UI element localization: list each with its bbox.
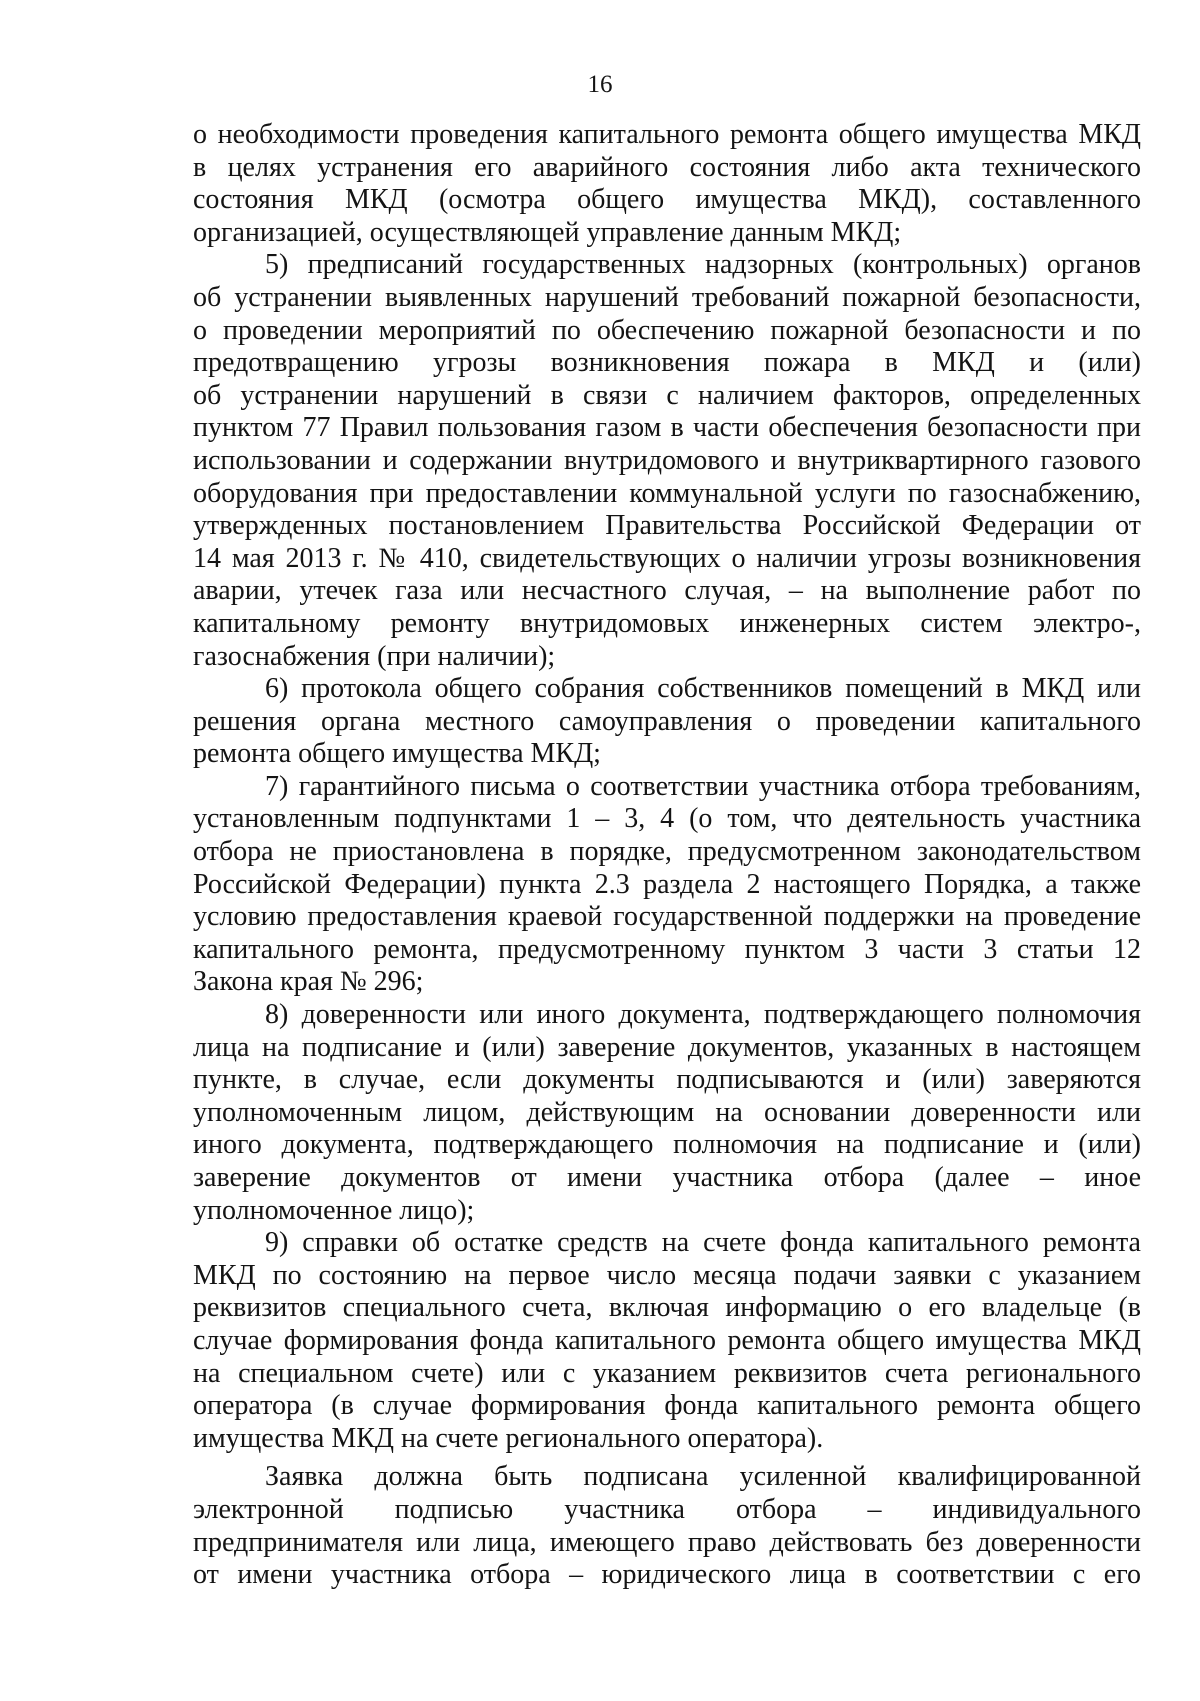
text-line: об устранении нарушений в связи с наличием факторов, определенных	[193, 379, 1141, 411]
text-line: предпринимателя или лица, имеющего право действовать без доверенности	[193, 1526, 1141, 1558]
text-line: 9) справки об остатке средств на счете фонда капитального ремонта	[265, 1227, 1141, 1259]
text-line: 14 мая 2013 г. № 410, свидетельствующих о наличии угрозы возникновения	[193, 542, 1141, 574]
text-line: Закона края № 296;	[193, 966, 424, 998]
text-line: в целях устранения его аварийного состояния либо акта технического	[193, 151, 1141, 183]
paragraph-item-5	[193, 249, 1141, 673]
paragraph-item-9	[193, 1227, 1141, 1455]
paragraph-signature-requirement	[193, 1461, 1141, 1591]
text-line: отбора не приостановлена в порядке, предусмотренном законодательством	[193, 836, 1141, 868]
text-line: установленным подпунктами 1 – 3, 4 (о том, что деятельность участника	[193, 803, 1141, 835]
text-line: на специальном счете) или с указанием реквизитов счета регионального	[193, 1357, 1141, 1389]
text-line: капитального ремонта, предусмотренному пунктом 3 части 3 статьи 12	[193, 933, 1141, 965]
text-line: 6) протокола общего собрания собственников помещений в МКД или	[265, 673, 1141, 705]
text-line: заверение документов от имени участника отбора (далее – иное	[193, 1162, 1141, 1193]
text-line: аварии, утечек газа или несчастного случая, – на выполнение работ по	[193, 575, 1141, 607]
text-line: утвержденных постановлением Правительства Российской Федерации от	[193, 510, 1141, 542]
text-line: оператора (в случае формирования фонда капитального ремонта общего	[193, 1390, 1141, 1422]
text-line: пунктом 77 Правил пользования газом в части обеспечения безопасности при	[193, 412, 1141, 444]
text-line: капитальному ремонту внутридомовых инженерных систем электро-,	[193, 607, 1141, 639]
paragraph-item-7	[193, 771, 1141, 999]
text-line: организацией, осуществляющей управление данным МКД;	[193, 216, 902, 248]
text-line: о необходимости проведения капитального ремонта общего имущества МКД	[193, 119, 1141, 150]
text-line: ремонта общего имущества МКД;	[193, 738, 601, 770]
text-line: от имени участника отбора – юридического лица в соответствии с его	[193, 1559, 1141, 1591]
text-line: уполномоченным лицом, действующим на основании доверенности или	[193, 1096, 1141, 1128]
paragraph-continuation	[193, 119, 1141, 249]
text-line: 8) доверенности или иного документа, подтверждающего полномочия	[265, 999, 1141, 1031]
text-line: иного документа, подтверждающего полномочия на подписание и (или)	[193, 1129, 1141, 1161]
text-line: МКД по состоянию на первое число месяца подачи заявки с указанием	[193, 1259, 1141, 1291]
text-line: Заявка должна быть подписана усиленной квалифицированной	[265, 1461, 1141, 1493]
text-line: реквизитов специального счета, включая информацию о его владельце (в	[193, 1292, 1141, 1324]
text-line: пункте, в случае, если документы подписываются и (или) заверяются	[193, 1064, 1141, 1096]
text-line: 7) гарантийного письма о соответствии участника отбора требованиям,	[265, 770, 1141, 802]
paragraph-item-6	[193, 673, 1141, 771]
text-line: лица на подписание и (или) заверение документов, указанных в настоящем	[193, 1031, 1141, 1063]
text-line: использовании и содержании внутридомового и внутриквартирного газового	[193, 444, 1141, 476]
paragraph-item-8	[193, 999, 1141, 1227]
text-line: решения органа местного самоуправления о проведении капитального	[193, 705, 1141, 737]
text-line: об устранении выявленных нарушений требований пожарной безопасности,	[193, 281, 1141, 313]
text-line: состояния МКД (осмотра общего имущества МКД), составленного	[193, 184, 1141, 216]
text-line: случае формирования фонда капитального ремонта общего имущества МКД	[193, 1324, 1141, 1356]
text-line: о проведении мероприятий по обеспечению пожарной безопасности и по	[193, 314, 1141, 346]
text-line: условию предоставления краевой государственной поддержки на проведение	[193, 901, 1141, 933]
text-line: электронной подписью участника отбора – индивидуального	[193, 1493, 1141, 1525]
text-line: имущества МКД на счете регионального оператора).	[193, 1422, 824, 1454]
text-line: Российской Федерации) пункта 2.3 раздела 2 настоящего Порядка, а также	[193, 868, 1141, 900]
text-line: оборудования при предоставлении коммунальной услуги по газоснабжению,	[193, 477, 1141, 509]
text-line: газоснабжения (при наличии);	[193, 640, 556, 672]
text-line: уполномоченное лицо);	[193, 1194, 475, 1226]
text-line: предотвращению угрозы возникновения пожара в МКД и (или)	[193, 347, 1141, 379]
text-line: 5) предписаний государственных надзорных (контрольных) органов	[265, 249, 1141, 281]
page-number: 16	[587, 71, 613, 98]
document-body	[193, 119, 1141, 1592]
